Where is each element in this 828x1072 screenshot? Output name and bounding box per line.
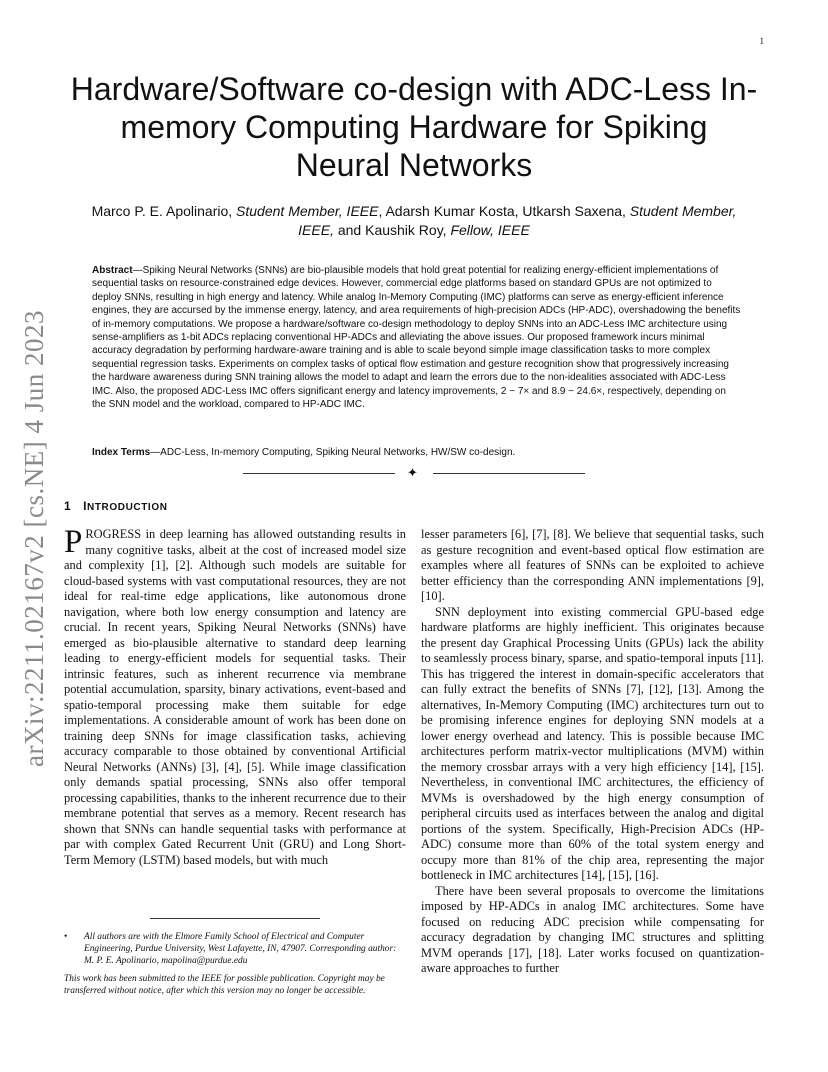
page-number: 1 bbox=[759, 36, 764, 46]
divider-line-right bbox=[433, 473, 585, 474]
author-list bbox=[90, 202, 738, 240]
author-1: Marco P. E. Apolinario, bbox=[91, 203, 237, 219]
footnote-bullet: • bbox=[64, 932, 68, 942]
index-terms bbox=[92, 446, 742, 459]
body-paragraph: SNN deployment into existing commercial GPU-based edge hardware platforms are highly inefficient. This originates because the present day Graphical Processing Units (GPUs) lack the ability to seamlessly process binary, sparse, and spatio-temporal inputs [11]. This has triggered the interest in domain-specific accelerators that can fully extract the benefits of SNNs [7], [12], [13]. Among the alternatives, In-Memory Computing (IMC) architectures turn out to be promising inference engines for deploying SNN models at a lower energy overhead and latency. This is possible because IMC architectures perform matrix-vector multiplications (MVM) within the memory crossbar arrays with a very high efficiency [14], [15]. Nevertheless, in conventional IMC architectures, the efficiency of MVMs is overshadowed by the high energy consumption of peripheral circuits used as interfaces between the analog and digital portions of the system. Specifically, High-Precision ADCs (HP-ADC) consume more than 60% of the total system energy and occupy more than 81% of the chip area, representing the major bottleneck in IMC architectures [14], [15], [16]. bbox=[421, 604, 764, 882]
section-heading bbox=[64, 499, 168, 513]
drop-cap: P bbox=[64, 527, 83, 560]
body-column-right bbox=[421, 527, 764, 1011]
author-1-role: Student Member, IEEE bbox=[236, 203, 379, 219]
index-terms-label: Index Terms bbox=[92, 447, 151, 458]
divider-line-left bbox=[243, 473, 395, 474]
section-number: 1 bbox=[64, 499, 72, 513]
paper-title: Hardware/Software co-design with ADC-Less In-memory Computing Hardware for Spiking Neural Networks bbox=[70, 71, 758, 183]
body-paragraph: There have been several proposals to overcome the limitations imposed by HP-ADCs in analog IMC architectures. Some have focused on reducing ADC precision while compensating for accuracy degradation by changing IMC structures and splitting MVM operands [17], [18]. Later works focused on quantization-aware approaches to further bbox=[421, 883, 764, 975]
footnote-text: All authors are with the Elmore Family School of Electrical and Computer Engineering, Purdue University, West Lafayette, IN, 47907. Corresponding author: M. P. E. Apolinario, mapolina@purdue.edu bbox=[84, 932, 397, 966]
first-word-rest: ROGRESS bbox=[85, 527, 142, 541]
abstract bbox=[92, 264, 742, 411]
body-column-left bbox=[64, 527, 406, 867]
affiliation-footnote bbox=[64, 931, 406, 967]
section-title-rest: NTRODUCTION bbox=[87, 502, 168, 513]
author-2-role: Student Member, IEEE, bbox=[298, 203, 737, 238]
body-paragraph bbox=[64, 527, 406, 867]
author-3: and Kaushik Roy, bbox=[333, 222, 451, 238]
submission-note: This work has been submitted to the IEEE for possible publication. Copyright may be transferred without notice, after which this version may no longer be accessible. bbox=[64, 974, 385, 996]
footnote-rule bbox=[150, 918, 320, 919]
arxiv-side-label bbox=[4, 298, 64, 778]
abstract-label: Abstract bbox=[92, 265, 133, 276]
divider-star-icon: ✦ bbox=[407, 465, 418, 480]
arxiv-identifier: arXiv:2211.02167v2 [cs.NE] 4 Jun 2023 bbox=[18, 309, 49, 767]
paragraph-text: in deep learning has allowed outstanding results in many cognitive tasks, albeit at the cost of increased model size and complexity [1], [2]. Although such models are suitable for cloud-based systems with vast computational resources, they are not ideal for real-time edge applications, like autonomous drone navigation, where both low energy consumption and latency are crucial. In recent years, Spiking Neural Networks (SNNs) have emerged as bio-plausible alternative to standard deep learning leading to energy-efficient models for sequential tasks. Their intrinsic features, such as inherent recurrence via membrane potential accumulation, sparsity, binary activations, event-based and spatio-temporal processing make them suitable for edge implementations. A considerable amount of work has been done on training deep SNNs for image classification tasks, achieving accuracy comparable to those obtained by conventional Artificial Neural Networks (ANNs) [3], [4], [5]. While image classification only demands spatial processing, SNNs also offer temporal processing capabilities, thanks to the inherent recurrence due to their membrane potential that serves as a memory. Recent research has shown that SNNs can handle sequential tasks with performance at par with complex Gated Recurrent Unit (GRU) and Long Short-Term Memory (LSTM) based models, but with much bbox=[64, 527, 406, 867]
section-divider bbox=[243, 465, 585, 481]
author-2: , Adarsh Kumar Kosta, Utkarsh Saxena, bbox=[378, 203, 630, 219]
index-terms-text: —ADC-Less, In-memory Computing, Spiking Neural Networks, HW/SW co-design. bbox=[150, 447, 516, 458]
section-title-initial: I bbox=[83, 499, 88, 513]
author-3-role: Fellow, IEEE bbox=[450, 222, 530, 238]
abstract-text: —Spiking Neural Networks (SNNs) are bio-plausible models that hold great potential for realizing energy-efficient implementations of sequential tasks on resource-constrained edge devices. However, commercial edge platforms based on standard GPUs are not optimized to deploy SNNs, resulting in high energy and latency. While analog In-Memory Computing (IMC) platforms can serve as energy-efficient inference engines, they are accursed by the immense energy, latency, and area requirements of high-precision ADCs (HP-ADC), overshadowing the benefits of in-memory computations. We propose a hardware/software co-design methodology to deploy SNNs into an ADC-Less IMC architecture using sense-amplifiers as 1-bit ADCs replacing conventional HP-ADCs and alleviating the above issues. Our proposed framework incurs minimal accuracy degradation by performing hardware-aware training and is able to scale beyond simple image classification tasks to more complex sequential regression tasks. Experiments on complex tasks of optical flow estimation and gesture recognition show that progressively increasing the hardware awareness during SNN training allows the model to adapt and learn the errors due to the non-idealities associated with ADC-Less IMC. Also, the proposed ADC-Less IMC offers significant energy and latency improvements, 2 − 7× and 8.9 − 24.6×, respectively, depending on the SNN model and the workload, compared to HP-ADC IMC. bbox=[92, 265, 741, 411]
body-paragraph: lesser parameters [6], [7], [8]. We believe that sequential tasks, such as gesture recognition and event-based optical flow estimation are examples where all features of SNNs can be exploited to achieve better efficiency than the corresponding ANN implementations [9], [10]. bbox=[421, 527, 764, 603]
